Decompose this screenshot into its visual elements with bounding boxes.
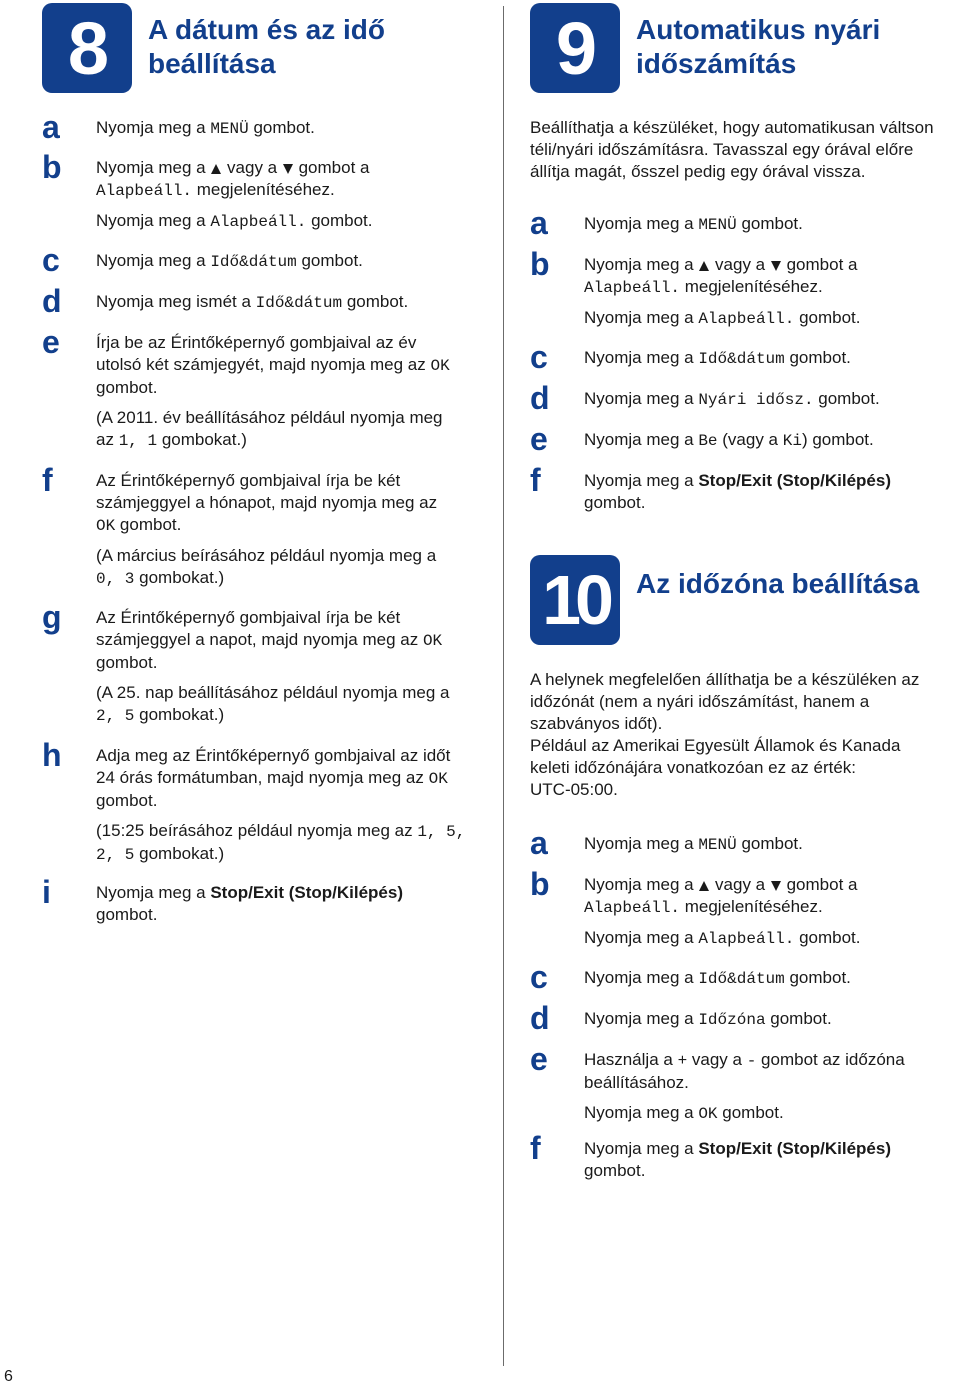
step-letter: d [530, 1000, 550, 1036]
step-letter: e [42, 324, 60, 360]
step-body: Nyomja meg a vagy a gombot a Alapbeáll. megjelenítéséhez. Nyomja meg a Alapbeáll. gombot. [96, 158, 373, 231]
step-body: Nyomja meg a Stop/Exit (Stop/Kilépés) gombot. [96, 883, 404, 924]
step-letter: a [530, 825, 548, 861]
section-10-number-badge: 10 [530, 555, 620, 645]
arrow-up-icon [699, 881, 709, 891]
step-body: Nyomja meg a vagy a gombot a Alapbeáll. megjelenítéséhez. Nyomja meg a Alapbeáll. gombot. [584, 255, 861, 328]
step-letter: c [530, 339, 548, 375]
step-letter: f [530, 1130, 541, 1166]
step-letter: c [42, 242, 60, 278]
step-body: Nyomja meg a Be (vagy a Ki) gombot. [584, 430, 874, 450]
step-letter: e [530, 421, 548, 457]
step-body: Nyomja meg a MENÜ gombot. [96, 118, 315, 138]
step-letter: g [42, 599, 62, 635]
section-8-header [42, 3, 492, 95]
page-number: 6 [4, 1368, 13, 1385]
column-divider [503, 6, 504, 1366]
step-letter: a [530, 205, 548, 241]
section-9-number-badge: 9 [530, 3, 620, 93]
step-body: Az Érintőképernyő gombjaival írja be két számjeggyel a napot, majd nyomja meg az OK gombot. (A 25. nap beállításához például nyomja meg a 2, 5 gombokat.) [96, 608, 450, 725]
step-letter: b [42, 149, 62, 185]
arrow-up-icon [699, 261, 709, 271]
step-body: Nyomja meg a Idő&dátum gombot. [96, 251, 363, 271]
step-body: Nyomja meg a Stop/Exit (Stop/Kilépés) gombot. [584, 471, 892, 512]
step-body: Adja meg az Érintőképernyő gombjaival az időt 24 órás formátumban, majd nyomja meg az OK gombot. (15:25 beírásához például nyomja meg az 1, 5, 2, 5 gombokat.) [96, 746, 466, 864]
arrow-down-icon [771, 881, 781, 891]
step-body: Nyomja meg a Időzóna gombot. [584, 1009, 832, 1029]
step-body: Írja be az Érintőképernyő gombjaival az év utolsó két számjegyét, majd nyomja meg az OK gombot. (A 2011. év beállításához például nyomja meg az 1, 1 gombokat.) [96, 333, 450, 450]
step-body: Nyomja meg a Idő&dátum gombot. [584, 968, 851, 988]
step-body: Nyomja meg a Idő&dátum gombot. [584, 348, 851, 368]
step-letter: f [530, 462, 541, 498]
step-letter: d [42, 283, 62, 319]
arrow-down-icon [771, 261, 781, 271]
step-body: Nyomja meg a Stop/Exit (Stop/Kilépés) gombot. [584, 1139, 892, 1180]
step-letter: e [530, 1041, 548, 1077]
step-letter: f [42, 462, 53, 498]
step-letter: b [530, 866, 550, 902]
step-body: Az Érintőképernyő gombjaival írja be két számjeggyel a hónapot, majd nyomja meg az OK gombot. (A március beírásához például nyomja meg a 0, 3 gombokat.) [96, 471, 438, 588]
section-10-header [530, 555, 960, 647]
section-9-intro: Beállíthatja a készüléket, hogy automatikusan váltson téli/nyári időszámításra. Tavasszal egy órával előre állítja magát, ősszel pedig egy órával vissza. [530, 118, 934, 181]
arrow-up-icon [211, 164, 221, 174]
arrow-down-icon [283, 164, 293, 174]
section-10-intro: A helynek megfelelően állíthatja be a készüléken az időzónát (nem a nyári időszámítást, hanem a szabványos időt). Például az Amerikai Egyesült Államok és Kanada keleti időzónájára vonatkozóan ez az érték: UTC-05:00. [530, 670, 920, 799]
step-letter: h [42, 737, 62, 773]
step-body: Nyomja meg a MENÜ gombot. [584, 834, 803, 854]
step-letter: c [530, 959, 548, 995]
step-body: Nyomja meg ismét a Idő&dátum gombot. [96, 292, 409, 312]
step-letter: b [530, 246, 550, 282]
step-body: Nyomja meg a Nyári idősz. gombot. [584, 389, 880, 409]
step-letter: i [42, 874, 51, 910]
step-letter: a [42, 109, 60, 145]
step-body: Nyomja meg a vagy a gombot a Alapbeáll. megjelenítéséhez. Nyomja meg a Alapbeáll. gombot. [584, 875, 861, 948]
step-body: Használja a + vagy a - gombot az időzóna beállításához. Nyomja meg a OK gombot. [584, 1050, 905, 1123]
section-9-header [530, 3, 960, 95]
step-letter: d [530, 380, 550, 416]
section-8-title: A dátum és az idő beállítása [148, 14, 386, 79]
section-9-title: Automatikus nyári időszámítás [636, 14, 881, 79]
section-10-title: Az időzóna beállítása [636, 568, 920, 599]
section-8-number-badge: 8 [42, 3, 132, 93]
step-body: Nyomja meg a MENÜ gombot. [584, 214, 803, 234]
